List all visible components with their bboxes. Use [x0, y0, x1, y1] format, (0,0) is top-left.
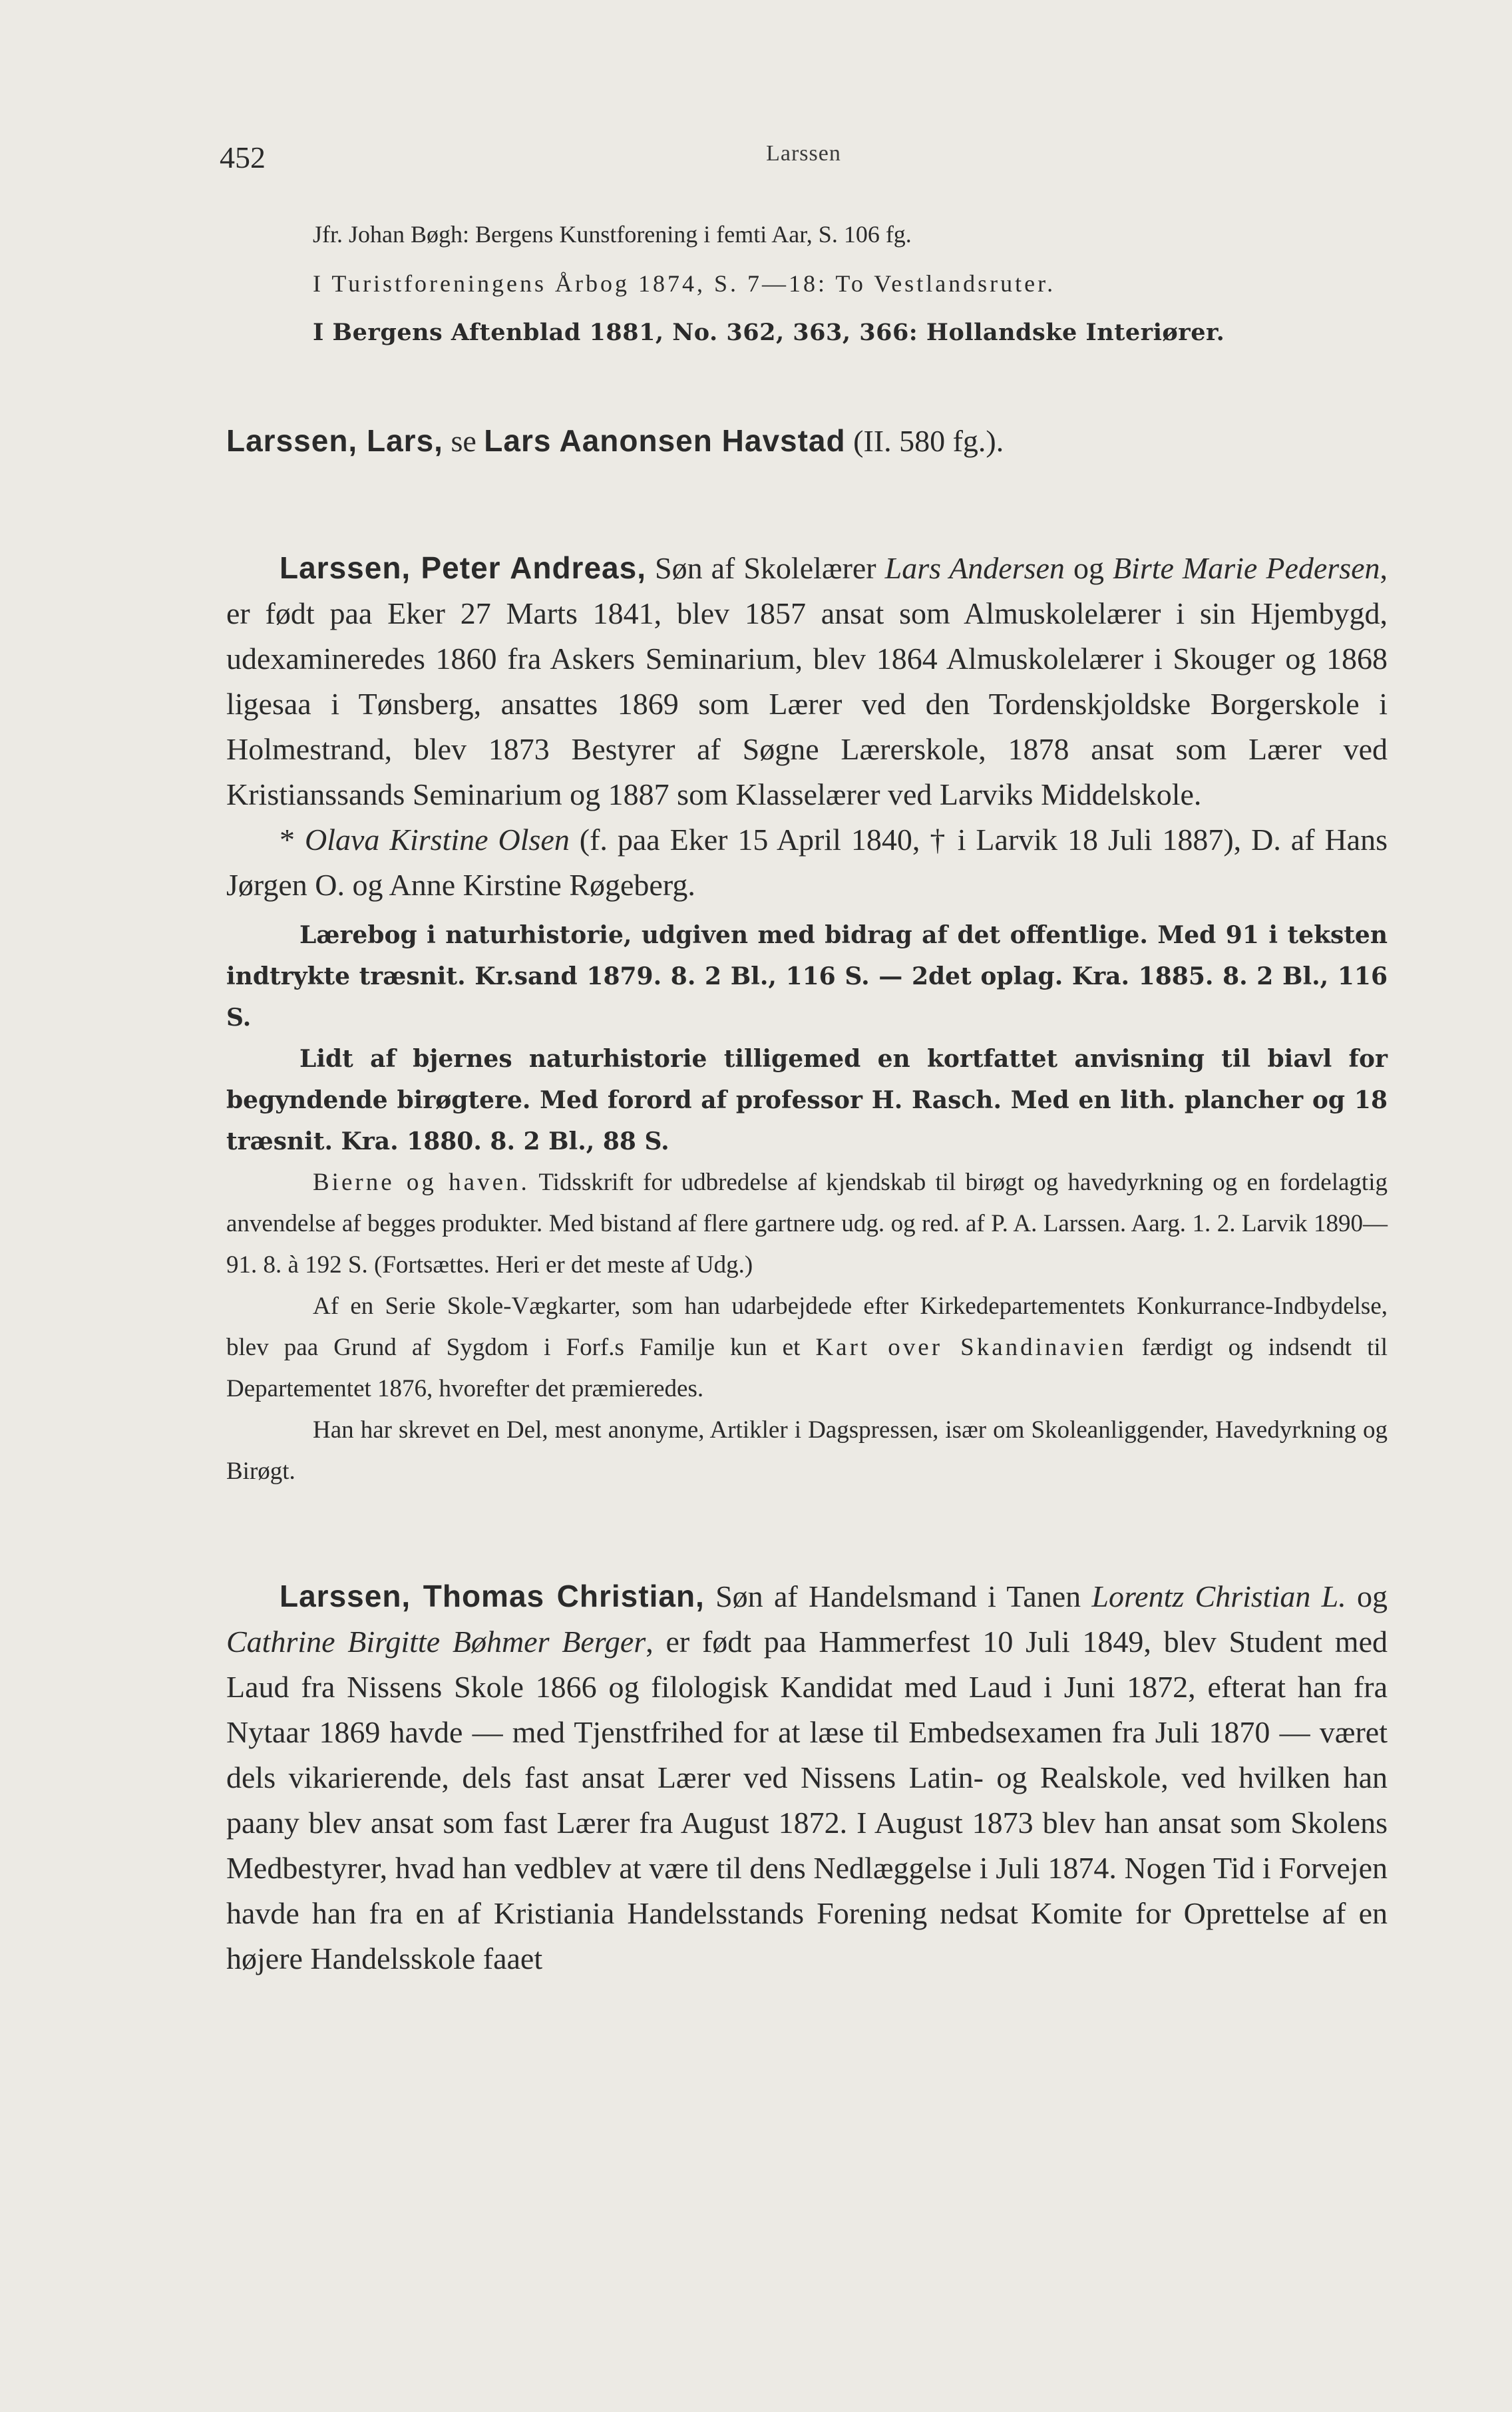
entry-headword: Larssen, Lars, [226, 423, 443, 458]
reference-line: I Turistforeningens Årbog 1874, S. 7—18: To Vestlandsruter. [313, 270, 1056, 297]
cross-reference-name: Lars Aanonsen Havstad [484, 423, 846, 458]
reference-line: I Bergens Aftenblad 1881, No. 362, 363, 366: Hollandske Interiører. [313, 319, 1225, 346]
spouse-line: * Olava Kirstine Olsen (f. paa Eker 15 April 1840, † i Larvik 18 Juli 1887), D. af Hans Jørgen O. og Anne Kirstine Røgeberg. [226, 823, 1388, 902]
entry-larssen-peter-andreas [226, 545, 1388, 1492]
page-number: 452 [220, 140, 266, 174]
entry-headword: Larssen, Peter Andreas, [280, 550, 646, 585]
entry-headword: Larssen, Thomas Christian, [280, 1579, 705, 1613]
entry-larssen-lars: Larssen, Lars, se Lars Aanonsen Havstad (II. 580 fg.). [226, 423, 1004, 458]
bibliography-note: Bierne og haven. Tidsskrift for udbredelse af kjendskab til birøgt og havedyrkning og en fordelagtig anvendelse af begges produkter. Med bistand af flere gartnere udg. og red. af P. A. Larssen. Aarg. 1. 2. Larvik 1890—91. 8. à 192 S. (Fortsættes. Heri er det meste af Udg.) [226, 1169, 1388, 1279]
bibliography-note: Han har skrevet en Del, mest anonyme, Artikler i Dagspressen, især om Skoleanliggender, Havedyrkning og Birøgt. [226, 1416, 1388, 1485]
page-header [220, 133, 1388, 180]
running-head: Larssen [766, 141, 841, 166]
entry-body: Larssen, Thomas Christian, Søn af Handelsmand i Tanen Lorentz Christian L. og Cathrine Birgitte Bøhmer Berger, er født paa Hammerfest 10 Juli 1849, blev Student med Laud fra Nissens Skole 1866 og filologisk Kandidat med Laud i Juni 1872, efterat han fra Nytaar 1869 havde — med Tjenstfrihed for at læse til Embedsexamen fra Juli 1870 — været dels vikarierende, dels fast ansat Lærer ved Nissens Latin- og Realskole, ved hvilken han paany blev ansat som fast Lærer fra August 1872. I August 1873 blev han ansat som Skolens Medbestyrer, hvad han vedblev at være til dens Nedlæggelse i Juli 1874. Nogen Tid i Forvejen havde han fra en af Kristiania Handelsstands Forening nedsat Komite for Oprettelse af en højere Handelsskole faaet [226, 1579, 1388, 1975]
entry-body: Larssen, Peter Andreas, Søn af Skolelærer Lars Andersen og Birte Marie Pedersen, er født paa Eker 27 Marts 1841, blev 1857 ansat som Almuskolelærer i sin Hjembygd, udexamineredes 1860 fra Askers Seminarium, blev 1864 Almuskolelærer i Skouger og 1868 ligesaa i Tønsberg, ansattes 1869 som Lærer ved den Tordenskjoldske Borgerskole i Holmestrand, blev 1873 Bestyrer af Søgne Lærerskole, 1878 ansat som Lærer ved Kristianssands Seminarium og 1887 som Klasselærer ved Larviks Middelskole. [226, 550, 1388, 811]
entry-larssen-thomas-christian [226, 1573, 1388, 1981]
text-column [226, 200, 1388, 1981]
reference-line: Jfr. Johan Bøgh: Bergens Kunstforening i femti Aar, S. 106 fg. [313, 221, 912, 248]
bibliography-item: Lidt af bjernes naturhistorie tilligemed en kortfattet anvisning til biavl for begyndende birøgtere. Med forord af professor H. Rasch. Med en lith. plancher og 18 træsnit. Kra. 1880. 8. 2 Bl., 88 S. [226, 1045, 1388, 1155]
bibliography-item: Lærebog i naturhistorie, udgiven med bidrag af det offentlige. Med 91 i teksten indtrykte træsnit. Kr.sand 1879. 8. 2 Bl., 116 S. — 2det oplag. Kra. 1885. 8. 2 Bl., 116 S. [226, 921, 1388, 1032]
bibliography-note: Af en Serie Skole-Vægkarter, som han udarbejdede efter Kirkedepartementets Konkurrance-Indbydelse, blev paa Grund af Sygdom i Forf.s Familje kun et Kart over Skandinavien færdigt og indsendt til Departementet 1876, hvorefter det præmieredes. [226, 1293, 1388, 1402]
